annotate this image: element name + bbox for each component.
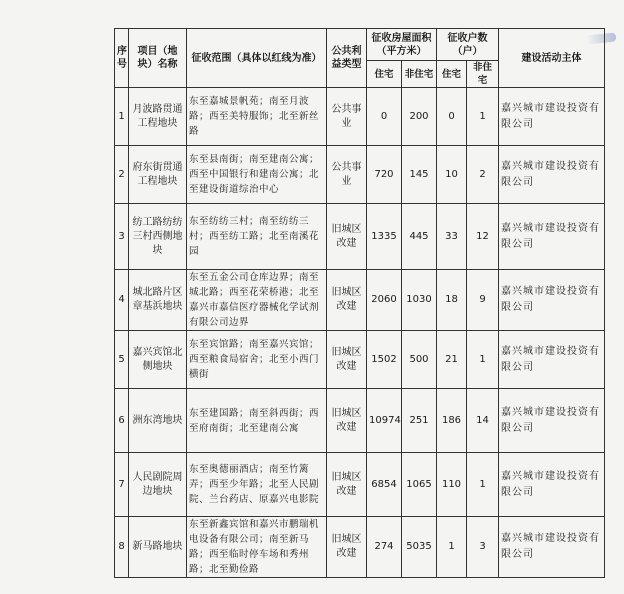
row-number: 4 bbox=[115, 270, 129, 331]
households-residential: 21 bbox=[437, 331, 467, 389]
expropriation-range: 东至宾馆路；南至嘉兴宾馆；西至粮食局宿舍；北至小西门横街 bbox=[187, 331, 327, 389]
area-non-residential: 500 bbox=[402, 331, 437, 389]
expropriation-table bbox=[114, 28, 605, 578]
header-range: 征收范围（具体以红线为准） bbox=[187, 29, 327, 88]
expropriation-range: 东至建国路；南至斜西街；西至府南街；北至建南公寓 bbox=[187, 389, 327, 453]
area-residential: 0 bbox=[367, 88, 402, 146]
households-residential: 18 bbox=[437, 270, 467, 331]
header-type: 公共利益类型 bbox=[327, 29, 367, 88]
area-non-residential: 5035 bbox=[402, 517, 437, 578]
interest-type: 旧城区改建 bbox=[327, 204, 367, 270]
project-name: 嘉兴宾馆北侧地块 bbox=[129, 331, 187, 389]
table-row bbox=[115, 517, 605, 578]
construction-entity: 嘉兴城市建设投资有限公司 bbox=[499, 517, 605, 578]
header-seq: 序号 bbox=[115, 29, 129, 88]
row-number: 7 bbox=[115, 453, 129, 517]
construction-entity: 嘉兴城市建设投资有限公司 bbox=[499, 389, 605, 453]
area-non-residential: 1030 bbox=[402, 270, 437, 331]
header-area-non-residential: 非住宅 bbox=[402, 61, 437, 88]
row-number: 2 bbox=[115, 146, 129, 204]
project-name: 城北路片区章基浜地块 bbox=[129, 270, 187, 331]
households-non-residential: 12 bbox=[467, 204, 499, 270]
construction-entity: 嘉兴城市建设投资有限公司 bbox=[499, 453, 605, 517]
project-name: 新马路地块 bbox=[129, 517, 187, 578]
expropriation-range: 东至奥德丽酒店；南至竹篱弄；西至少年路；北至人民剧院、兰台药店、原嘉兴电影院 bbox=[187, 453, 327, 517]
households-residential: 33 bbox=[437, 204, 467, 270]
project-name: 月波路贯通工程地块 bbox=[129, 88, 187, 146]
interest-type: 旧城区改建 bbox=[327, 331, 367, 389]
project-name: 洲东湾地块 bbox=[129, 389, 187, 453]
construction-entity: 嘉兴城市建设投资有限公司 bbox=[499, 204, 605, 270]
construction-entity: 嘉兴城市建设投资有限公司 bbox=[499, 146, 605, 204]
project-name: 纺工路纺纺三村西侧地块 bbox=[129, 204, 187, 270]
area-residential: 1335 bbox=[367, 204, 402, 270]
table-row bbox=[115, 389, 605, 453]
header-project: 项目（地块）名称 bbox=[129, 29, 187, 88]
households-non-residential: 3 bbox=[467, 517, 499, 578]
area-non-residential: 200 bbox=[402, 88, 437, 146]
households-residential: 110 bbox=[437, 453, 467, 517]
area-residential: 274 bbox=[367, 517, 402, 578]
header-area-residential: 住宅 bbox=[367, 61, 402, 88]
interest-type: 旧城区改建 bbox=[327, 270, 367, 331]
table-row bbox=[115, 146, 605, 204]
households-non-residential: 1 bbox=[467, 453, 499, 517]
area-non-residential: 145 bbox=[402, 146, 437, 204]
households-non-residential: 1 bbox=[467, 331, 499, 389]
interest-type: 旧城区改建 bbox=[327, 517, 367, 578]
area-residential: 1502 bbox=[367, 331, 402, 389]
header-area: 征收房屋面积（平方米） bbox=[367, 29, 437, 61]
area-non-residential: 445 bbox=[402, 204, 437, 270]
interest-type: 公共事业 bbox=[327, 88, 367, 146]
area-residential: 720 bbox=[367, 146, 402, 204]
construction-entity: 嘉兴城市建设投资有限公司 bbox=[499, 331, 605, 389]
expropriation-range: 东至五金公司仓库边界；南至城北路；西至花荣桥港；北至嘉兴市嘉信医疗器械化学试剂有限公司边界 bbox=[187, 270, 327, 331]
interest-type: 旧城区改建 bbox=[327, 389, 367, 453]
header-households-non-residential: 非住宅 bbox=[467, 61, 499, 88]
households-non-residential: 2 bbox=[467, 146, 499, 204]
households-residential: 1 bbox=[437, 517, 467, 578]
row-number: 6 bbox=[115, 389, 129, 453]
project-name: 人民剧院周边地块 bbox=[129, 453, 187, 517]
expropriation-range: 东至嘉城景帆苑；南至月波路；西至美特服饰；北至新丝路 bbox=[187, 88, 327, 146]
header-entity: 建设活动主体 bbox=[499, 29, 605, 88]
households-residential: 186 bbox=[437, 389, 467, 453]
households-non-residential: 14 bbox=[467, 389, 499, 453]
table-row bbox=[115, 88, 605, 146]
row-number: 8 bbox=[115, 517, 129, 578]
row-number: 3 bbox=[115, 204, 129, 270]
row-number: 1 bbox=[115, 88, 129, 146]
households-non-residential: 1 bbox=[467, 88, 499, 146]
interest-type: 公共事业 bbox=[327, 146, 367, 204]
table-row bbox=[115, 270, 605, 331]
households-residential: 10 bbox=[437, 146, 467, 204]
interest-type: 旧城区改建 bbox=[327, 453, 367, 517]
area-non-residential: 251 bbox=[402, 389, 437, 453]
table-row bbox=[115, 204, 605, 270]
households-non-residential: 9 bbox=[467, 270, 499, 331]
table-row bbox=[115, 453, 605, 517]
header-row bbox=[115, 29, 605, 61]
area-residential: 6854 bbox=[367, 453, 402, 517]
row-number: 5 bbox=[115, 331, 129, 389]
project-name: 府东街贯通工程地块 bbox=[129, 146, 187, 204]
expropriation-range: 东至县南街；南至建南公寓；西至中国银行和建南公寓；北至建设街道综治中心 bbox=[187, 146, 327, 204]
construction-entity: 嘉兴城市建设投资有限公司 bbox=[499, 270, 605, 331]
households-residential: 0 bbox=[437, 88, 467, 146]
expropriation-range: 东至纺纺三村；南至纺纺三村；西至纺工路；北至南溪花园 bbox=[187, 204, 327, 270]
area-non-residential: 1065 bbox=[402, 453, 437, 517]
header-households: 征收户数（户） bbox=[437, 29, 499, 61]
area-residential: 2060 bbox=[367, 270, 402, 331]
header-households-residential: 住宅 bbox=[437, 61, 467, 88]
construction-entity: 嘉兴城市建设投资有限公司 bbox=[499, 88, 605, 146]
table-row bbox=[115, 331, 605, 389]
expropriation-range: 东至新鑫宾馆和嘉兴市鹏瑞机电设备有限公司；南至新马路；西至临时停车场和秀州路；北至勤俭路 bbox=[187, 517, 327, 578]
area-residential: 10974 bbox=[367, 389, 402, 453]
